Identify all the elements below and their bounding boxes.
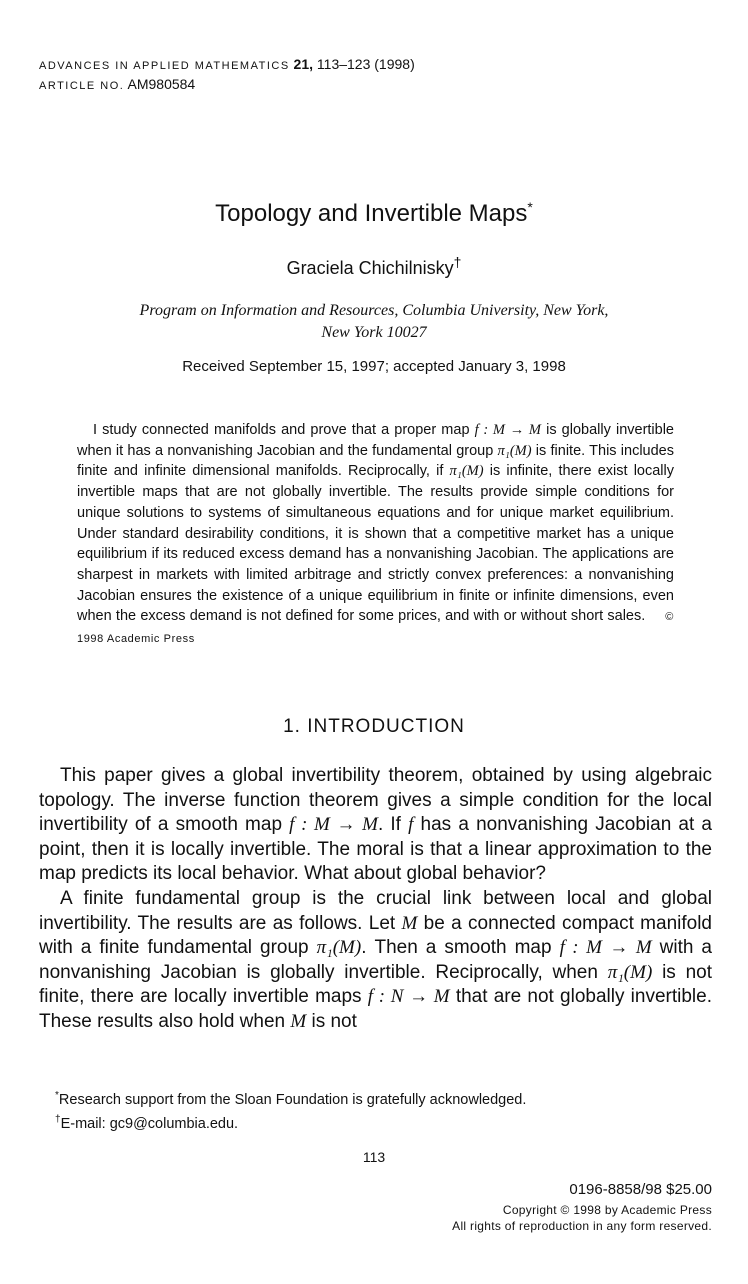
footer-copyright: Copyright © 1998 by Academic Press — [502, 1203, 712, 1217]
body-text-run: that are not globally invertible. These results also hold when — [39, 986, 712, 1032]
math-inline: π₁(M) — [316, 937, 362, 959]
body-text-run: with a nonvanishing Jacobian is globally invertible. Reciprocally, when — [39, 937, 712, 983]
abstract-text: is finite. This includes finite and infinite dimensional manifolds. Reciprocally, if — [77, 442, 674, 480]
footnote-text: E-mail: gc9@columbia.edu. — [60, 1115, 239, 1132]
abstract — [77, 420, 674, 650]
footnote-2 — [55, 1110, 526, 1134]
footnote-1 — [55, 1086, 526, 1110]
section-heading: 1. INTRODUCTION — [283, 716, 465, 737]
article-number: AM980584 — [127, 76, 196, 92]
body-text-run: is not finite, there are locally invertible maps — [39, 961, 712, 1008]
received-dates: Received September 15, 1997; accepted January 3, 1998 — [182, 358, 566, 375]
math-inline: f — [408, 814, 414, 836]
author-footnote-mark: † — [453, 254, 462, 270]
abstract-text: is globally invertible when it has a nonvanishing Jacobian and the fundamental group — [77, 422, 674, 459]
footnote-text: Research support from the Sloan Foundation is gratefully acknowledged. — [58, 1091, 527, 1108]
publisher-footer — [452, 1180, 712, 1234]
paragraph-1 — [39, 764, 712, 887]
body-text-run: . Then a smooth map — [361, 937, 560, 959]
math-inline: f : M → M — [289, 814, 378, 836]
math-inline: f : M → M — [474, 422, 541, 438]
math-inline: π₁(M) — [497, 442, 532, 459]
math-inline: M — [290, 1010, 307, 1032]
body-text-run: is not — [306, 1010, 357, 1032]
footnote-mark: † — [55, 1113, 61, 1125]
body-text — [39, 764, 712, 1035]
body-text-run: A finite fundamental group is the crucial link between local and global invertibility. The results are as follows. Let — [39, 887, 712, 934]
journal-name: ADVANCES IN APPLIED MATHEMATICS — [39, 60, 290, 72]
journal-citation — [39, 56, 415, 72]
body-text-run: has a nonvanishing Jacobian at a point, then it is locally invertible. The moral is that a linear approximation to the map predicts its local behavior. What about global behavior? — [39, 814, 712, 885]
paragraph-2 — [39, 887, 712, 1035]
body-text-run: . If — [377, 814, 409, 836]
body-text-run: be a connected compact manifold with a finite fundamental group — [39, 912, 712, 959]
paper-title — [0, 199, 748, 228]
abstract-copyright: © 1998 Academic Press — [77, 611, 674, 646]
footnote-mark: * — [55, 1090, 59, 1101]
footer-rights: All rights of reproduction in any form reserved. — [452, 1219, 712, 1233]
abstract-text: I study connected manifolds and prove that a proper map — [93, 422, 475, 438]
affiliation-line-1: Program on Information and Resources, Columbia University, New York, — [139, 302, 609, 319]
page-number: 113 — [362, 1149, 386, 1165]
issn-price: 0196-8858/98 $25.00 — [569, 1181, 712, 1198]
affiliation-line-2: New York 10027 — [321, 324, 427, 341]
math-inline: π₁(M) — [449, 463, 484, 480]
body-text-run: This paper gives a global invertibility theorem, obtained by using algebraic topology. The inverse function theorem gives a simple condition for the local invertibility of a smooth map — [39, 765, 712, 836]
affiliation — [100, 300, 648, 344]
journal-pages-year: 113–123 (1998) — [316, 56, 415, 72]
abstract-text: is infinite, there exist locally invertible maps that are not globally invertible. The results provide simple conditions for unique solutions to systems of simultaneous equations and for unique market equilibrium. Under standard desirability conditions, it is shown that a competitive market has a unique equilibrium if its reduced excess demand has a nonvanishing Jacobian. The applications are sharpest in markets with limited arbitrage and strictly convex preferences: a nonvanishing Jacobian ensures the existence of a unique equilibrium in finite or infinite dimensions, even when the excess demand is not defined for some prices, and with or without short sales. — [77, 463, 674, 625]
math-inline: M — [401, 912, 418, 934]
paper-title-text: Topology and Invertible Maps — [215, 200, 528, 227]
article-number-line — [39, 76, 195, 92]
footnotes — [55, 1086, 526, 1134]
title-footnote-mark: * — [527, 199, 533, 215]
author-name: Graciela Chichilnisky — [286, 258, 454, 278]
math-inline: f : M → M — [559, 937, 652, 959]
math-inline: f : N → M — [367, 986, 450, 1008]
math-inline: π₁(M) — [607, 961, 653, 983]
article-label: ARTICLE NO. — [39, 80, 125, 92]
author — [0, 254, 748, 279]
journal-volume: 21, — [293, 56, 314, 72]
